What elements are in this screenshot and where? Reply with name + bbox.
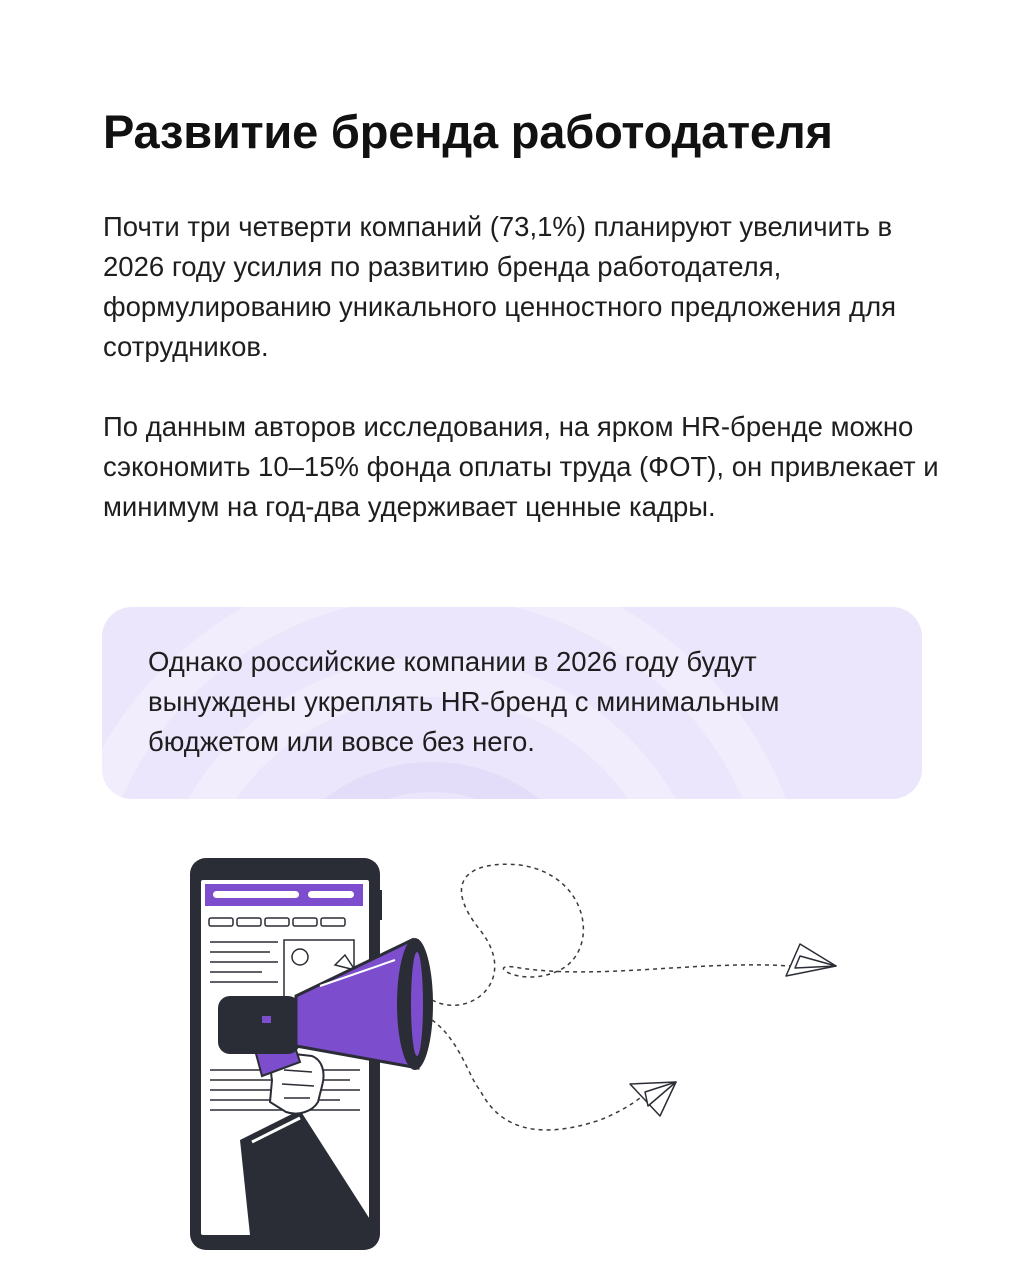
megaphone-illustration [0, 840, 1024, 1280]
paper-plane-icon [630, 944, 836, 1116]
page-title: Развитие бренда работодателя [103, 105, 833, 158]
callout-text: Однако российские компании в 2026 году будут вынуждены укреплять HR-бренд с минимальным бюджетом или вовсе без него. [148, 646, 780, 757]
flight-paths [432, 864, 790, 1130]
callout-box [102, 607, 922, 799]
intro-paragraph: Почти три четверти компаний (73,1%) планируют увеличить в 2026 году усилия по развитию бренда работодателя, формулированию уникального ценностного предложения для сотрудников. [103, 211, 897, 362]
research-paragraph: По данным авторов исследования, на ярком HR-бренде можно сэкономить 10–15% фонда оплаты труда (ФОТ), он привлекает и минимум на год-два удерживает ценные кадры. [103, 411, 939, 522]
